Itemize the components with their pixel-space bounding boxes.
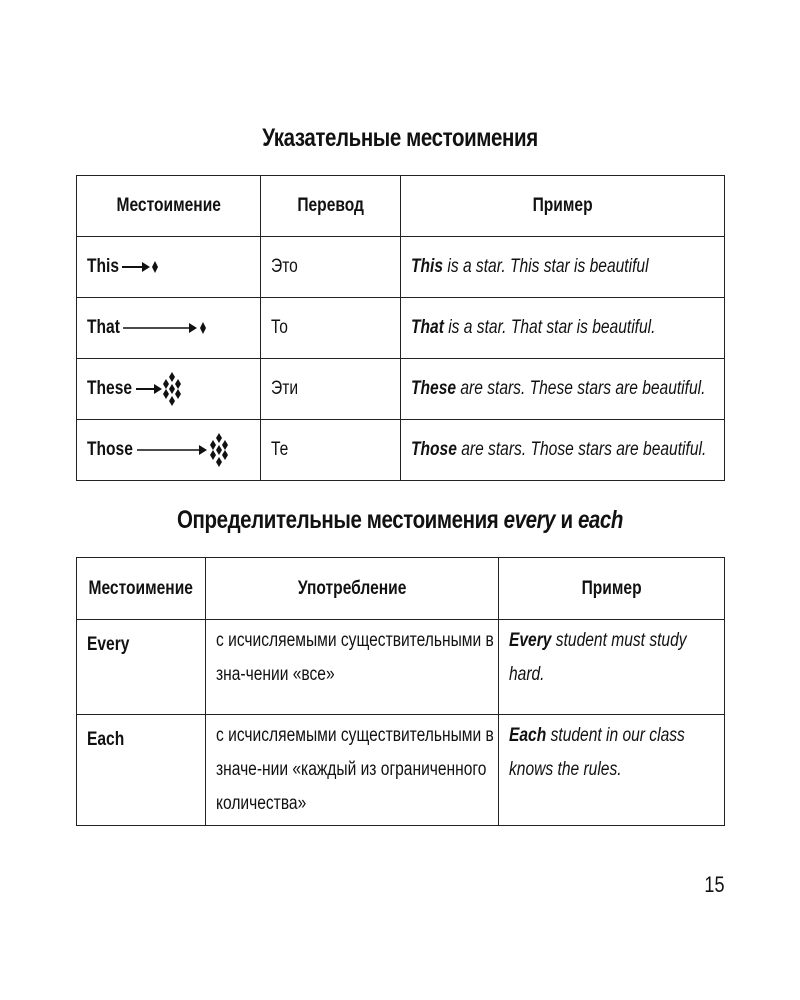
table-row	[77, 420, 725, 481]
table-row	[77, 359, 725, 420]
header-example: Пример	[499, 558, 725, 620]
demonstrative-table	[76, 175, 725, 481]
pronoun-cell: Every	[77, 620, 206, 715]
header-usage: Употребление	[206, 558, 499, 620]
example-cell: These are stars. These stars are beautiful.	[401, 359, 725, 420]
pronoun-label: This	[87, 256, 120, 277]
table-row	[77, 298, 725, 359]
translation-cell: Эти	[261, 359, 401, 420]
pronoun-label: Those	[87, 439, 133, 460]
arrow-many-stars-near-icon	[134, 369, 186, 409]
example-cell: Those are stars. Those stars are beautiful.	[401, 420, 725, 481]
determiners-table	[76, 557, 725, 826]
pronoun-label: These	[87, 378, 133, 399]
translation-cell: Те	[261, 420, 401, 481]
pronoun-cell	[77, 298, 261, 359]
table-row	[77, 620, 725, 715]
example-cell: That is a star. That star is beautiful.	[401, 298, 725, 359]
header-pronoun: Местоимение	[77, 176, 261, 237]
arrow-one-star-near-icon	[120, 257, 160, 277]
pronoun-cell	[77, 237, 261, 298]
example-cell: Every student must study hard.	[499, 620, 725, 715]
page-number: 15	[703, 872, 724, 897]
arrow-many-stars-far-icon	[135, 430, 235, 470]
demonstrative-title: Указательные местоимения	[262, 124, 538, 152]
usage-cell: с исчисляемыми существительными в значе-нии «каждый из ограниченного количества»	[206, 715, 499, 826]
translation-cell: Это	[261, 237, 401, 298]
pronoun-cell	[77, 359, 261, 420]
header-example: Пример	[401, 176, 725, 237]
usage-cell: с исчисляемыми существительными в зна-чении «все»	[206, 620, 499, 715]
header-translation: Перевод	[261, 176, 401, 237]
translation-cell: То	[261, 298, 401, 359]
pronoun-cell	[77, 420, 261, 481]
header-pronoun: Местоимение	[77, 558, 206, 620]
table-row	[77, 715, 725, 826]
table-header-row	[77, 176, 725, 237]
table-header-row	[77, 558, 725, 620]
determiners-title: Определительные местоимения every и each	[176, 506, 624, 534]
table-row	[77, 237, 725, 298]
example-cell: Each student in our class knows the rules.	[499, 715, 725, 826]
example-cell: This is a star. This star is beautiful	[401, 237, 725, 298]
arrow-one-star-far-icon	[121, 318, 211, 338]
pronoun-label: That	[87, 317, 120, 338]
pronoun-cell: Each	[77, 715, 206, 826]
